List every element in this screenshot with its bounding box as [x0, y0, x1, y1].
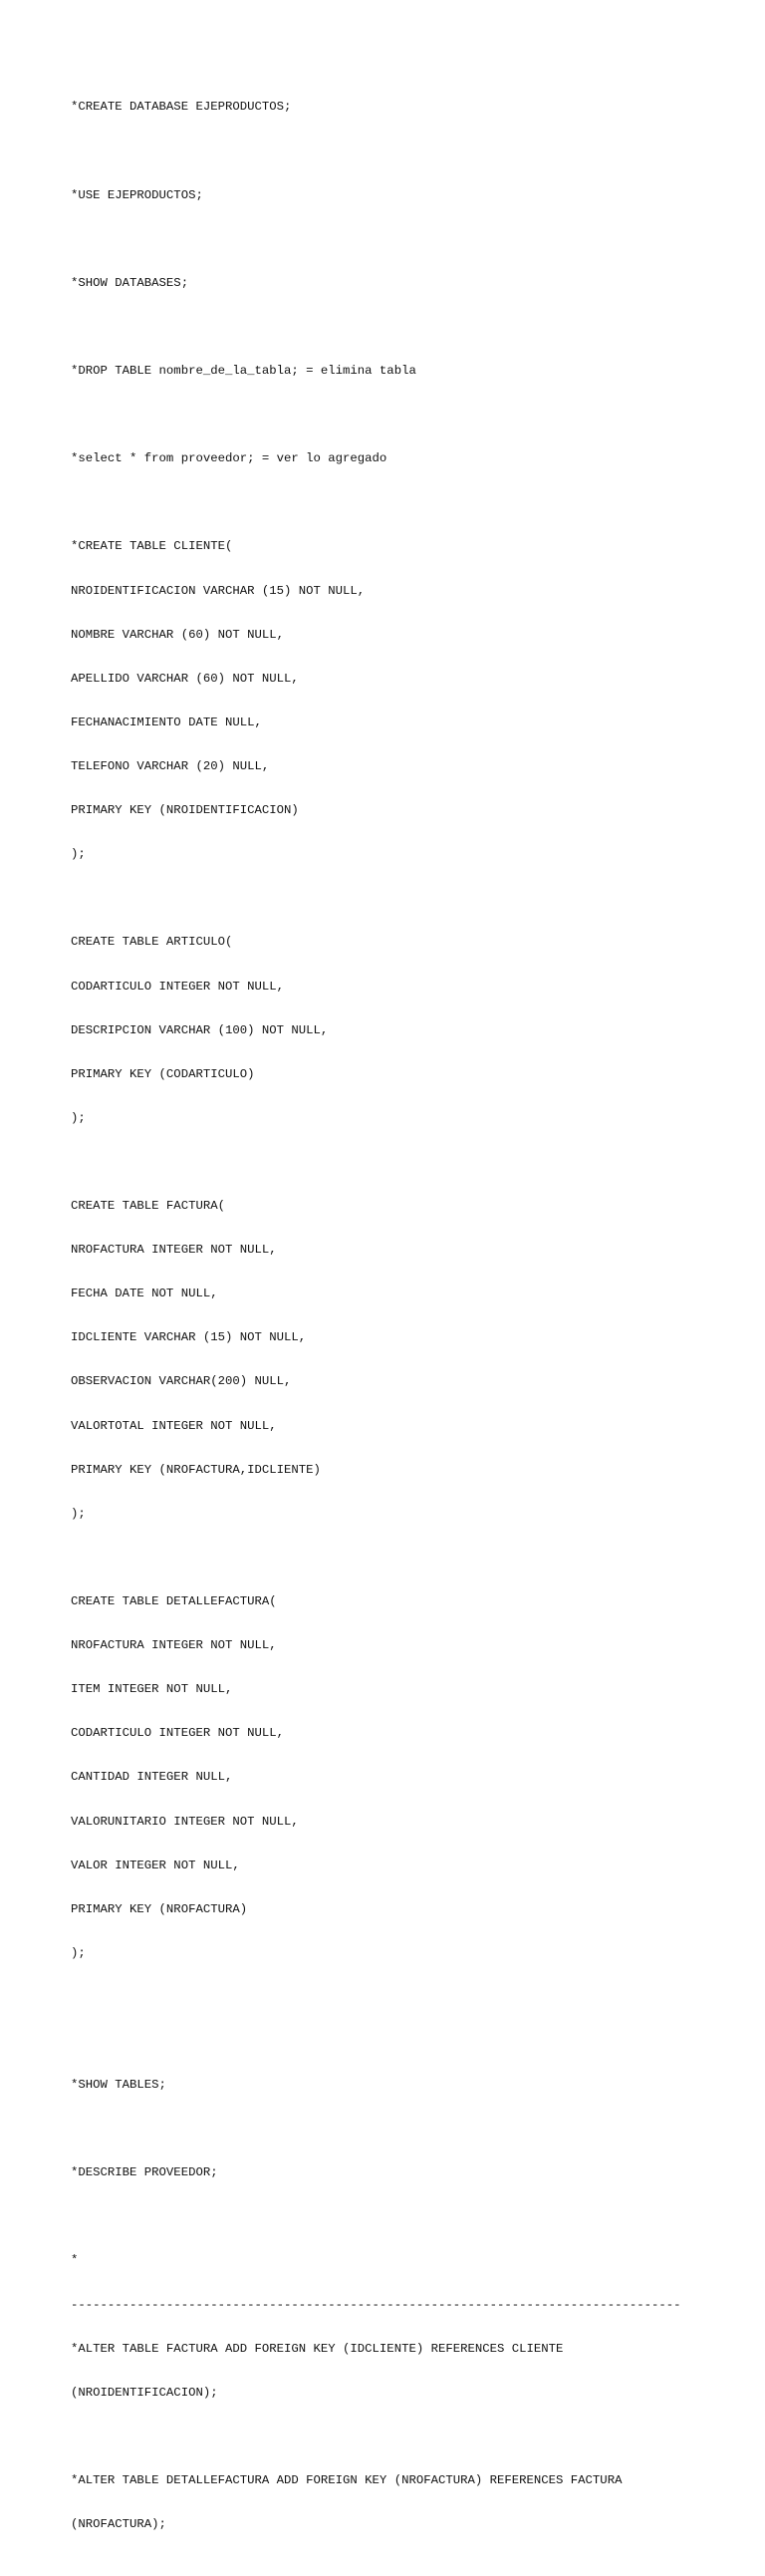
sql-line: FECHA DATE NOT NULL,	[71, 1287, 218, 1301]
sql-line: ITEM INTEGER NOT NULL,	[71, 1682, 233, 1697]
sql-block-show-databases	[71, 246, 748, 320]
blank-space	[71, 2005, 748, 2049]
sql-line: PRIMARY KEY (NROFACTURA)	[71, 1901, 248, 1916]
sql-line: );	[71, 1110, 86, 1125]
lower-section	[71, 2049, 748, 2562]
sql-block-create-database	[71, 71, 748, 144]
sql-line: );	[71, 1506, 86, 1521]
sql-line: *CREATE TABLE CLIENTE(	[71, 539, 233, 554]
sql-line: *DESCRIBE PROVEEDOR;	[71, 2165, 218, 2180]
sql-line: NROIDENTIFICACION VARCHAR (15) NOT NULL,	[71, 583, 366, 598]
sql-line: CREATE TABLE ARTICULO(	[71, 935, 233, 950]
sql-block-select	[71, 423, 748, 496]
sql-line: );	[71, 1945, 86, 1960]
sql-line: IDCLIENTE VARCHAR (15) NOT NULL,	[71, 1330, 307, 1345]
sql-line: *USE EJEPRODUCTOS;	[71, 187, 203, 202]
sql-line: CODARTICULO INTEGER NOT NULL,	[71, 979, 285, 994]
sql-block-drop-table	[71, 335, 748, 409]
document-page	[71, 71, 748, 2576]
sql-line: CODARTICULO INTEGER NOT NULL,	[71, 1726, 285, 1741]
sql-block-describe	[71, 2137, 748, 2210]
sql-block-create-articulo	[71, 906, 748, 1155]
sql-line: *SHOW TABLES;	[71, 2078, 166, 2093]
sql-block-alter-detallefactura	[71, 2444, 748, 2562]
sql-block-use	[71, 158, 748, 232]
sql-line: VALOR INTEGER NOT NULL,	[71, 1858, 240, 1872]
sql-line: DESCRIPCION VARCHAR (100) NOT NULL,	[71, 1022, 329, 1037]
sql-line: *CREATE DATABASE EJEPRODUCTOS;	[71, 100, 292, 115]
sql-line: PRIMARY KEY (NROIDENTIFICACION)	[71, 803, 299, 818]
sql-block-create-detallefactura	[71, 1566, 748, 1990]
sql-line: APELLIDO VARCHAR (60) NOT NULL,	[71, 671, 299, 686]
sql-line: );	[71, 847, 86, 862]
sql-line: *DROP TABLE nombre_de_la_tabla; = elimina tabla	[71, 364, 416, 379]
sql-block-create-cliente	[71, 510, 748, 891]
sql-line: VALORTOTAL INTEGER NOT NULL,	[71, 1418, 277, 1433]
sql-line: (NROFACTURA);	[71, 2517, 166, 2532]
sql-line: NOMBRE VARCHAR (60) NOT NULL,	[71, 627, 285, 642]
sql-line: *SHOW DATABASES;	[71, 275, 189, 290]
sql-line: *ALTER TABLE FACTURA ADD FOREIGN KEY (IDCLIENTE) REFERENCES CLIENTE	[71, 2341, 564, 2356]
sql-line: NROFACTURA INTEGER NOT NULL,	[71, 1638, 277, 1653]
upper-section	[71, 71, 748, 1990]
sql-line: *ALTER TABLE DETALLEFACTURA ADD FOREIGN KEY (NROFACTURA) REFERENCES FACTURA	[71, 2473, 623, 2488]
sql-line: NROFACTURA INTEGER NOT NULL,	[71, 1243, 277, 1258]
sql-block-create-factura	[71, 1170, 748, 1551]
sql-line: VALORUNITARIO INTEGER NOT NULL,	[71, 1814, 299, 1829]
sql-line: CANTIDAD INTEGER NULL,	[71, 1770, 233, 1785]
sql-line: *select * from proveedor; = ver lo agregado	[71, 451, 387, 466]
sql-line: PRIMARY KEY (NROFACTURA,IDCLIENTE)	[71, 1462, 321, 1477]
divider-line: -----------------------------------------------------------------------------------	[71, 2297, 681, 2312]
sql-line: FECHANACIMIENTO DATE NULL,	[71, 715, 262, 729]
sql-line: PRIMARY KEY (CODARTICULO)	[71, 1066, 255, 1081]
sql-line: (NROIDENTIFICACION);	[71, 2385, 218, 2400]
sql-block-alter-factura	[71, 2224, 748, 2430]
sql-line: CREATE TABLE DETALLEFACTURA(	[71, 1594, 277, 1608]
sql-line: *	[71, 2253, 79, 2268]
sql-line: OBSERVACION VARCHAR(200) NULL,	[71, 1374, 292, 1389]
sql-line: TELEFONO VARCHAR (20) NULL,	[71, 758, 270, 773]
sql-block-show-tables	[71, 2049, 748, 2123]
sql-line: CREATE TABLE FACTURA(	[71, 1199, 225, 1214]
